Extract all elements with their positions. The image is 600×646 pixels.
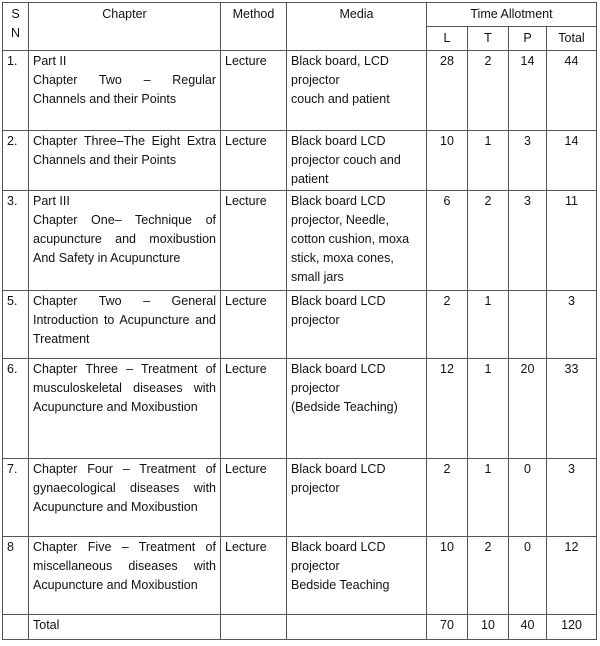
cell-chapter	[29, 459, 221, 537]
chapter-line: Part III	[33, 194, 70, 208]
cell-p: 20	[509, 359, 547, 459]
total-l: 70	[427, 615, 468, 640]
cell-media	[287, 459, 427, 537]
header-l: L	[427, 27, 468, 51]
chapter-line: Chapter Two – General Introduction to Acupuncture and Treatment	[33, 294, 216, 346]
cell-t: 2	[468, 51, 509, 131]
header-sn: S N	[3, 3, 29, 51]
cell-method: Lecture	[221, 291, 287, 359]
cell-p: 3	[509, 131, 547, 191]
cell-chapter	[29, 191, 221, 291]
cell-t: 1	[468, 291, 509, 359]
cell-media	[287, 537, 427, 615]
cell-method: Lecture	[221, 537, 287, 615]
cell-total: 14	[547, 131, 597, 191]
cell-total: 3	[547, 291, 597, 359]
cell-total: 11	[547, 191, 597, 291]
cell-l: 12	[427, 359, 468, 459]
cell-total: 33	[547, 359, 597, 459]
table-row	[3, 131, 597, 191]
table-row	[3, 51, 597, 131]
cell-total: 3	[547, 459, 597, 537]
header-chapter: Chapter	[29, 3, 221, 51]
cell-total: 44	[547, 51, 597, 131]
cell-sn: 1.	[3, 51, 29, 131]
table-row	[3, 359, 597, 459]
cell-method: Lecture	[221, 191, 287, 291]
chapter-line: Chapter Five – Treatment of miscellaneous diseases with Acupuncture and Moxibustion	[33, 540, 216, 592]
media-line: Black board LCD projector	[291, 540, 386, 573]
header-media: Media	[287, 3, 427, 51]
cell-sn: 7.	[3, 459, 29, 537]
cell-p: 0	[509, 459, 547, 537]
time-allotment-table	[2, 2, 597, 640]
cell-media-empty	[287, 615, 427, 640]
cell-chapter	[29, 291, 221, 359]
cell-method: Lecture	[221, 131, 287, 191]
media-line: Black board LCD projector, Needle, cotton cushion, moxa stick, moxa cones, small jars	[291, 194, 410, 284]
header-time-allotment: Time Allotment	[427, 3, 597, 27]
cell-p	[509, 291, 547, 359]
total-row	[3, 615, 597, 640]
cell-media	[287, 131, 427, 191]
cell-method-empty	[221, 615, 287, 640]
cell-sn: 5.	[3, 291, 29, 359]
cell-media	[287, 191, 427, 291]
media-line: Bedside Teaching	[291, 578, 390, 592]
chapter-line: Part II	[33, 54, 67, 68]
cell-t: 2	[468, 537, 509, 615]
cell-method: Lecture	[221, 51, 287, 131]
chapter-line: Chapter Four – Treatment of gynaecological diseases with Acupuncture and Moxibustion	[33, 462, 216, 514]
cell-media	[287, 359, 427, 459]
media-line: Black board, LCD projector	[291, 54, 389, 87]
total-t: 10	[468, 615, 509, 640]
cell-p: 3	[509, 191, 547, 291]
cell-chapter	[29, 359, 221, 459]
total-total: 120	[547, 615, 597, 640]
media-line: Black board LCD projector	[291, 294, 386, 327]
cell-chapter	[29, 537, 221, 615]
chapter-line: Chapter Three–The Eight Extra Channels and their Points	[33, 134, 216, 167]
cell-chapter	[29, 51, 221, 131]
cell-t: 1	[468, 131, 509, 191]
header-p: P	[509, 27, 547, 51]
cell-method: Lecture	[221, 459, 287, 537]
table-body	[3, 51, 597, 640]
cell-chapter	[29, 131, 221, 191]
media-line: (Bedside Teaching)	[291, 400, 398, 414]
cell-sn: 6.	[3, 359, 29, 459]
cell-method: Lecture	[221, 359, 287, 459]
cell-sn: 8	[3, 537, 29, 615]
cell-total: 12	[547, 537, 597, 615]
cell-l: 10	[427, 537, 468, 615]
cell-l: 2	[427, 459, 468, 537]
header-method: Method	[221, 3, 287, 51]
table-row	[3, 291, 597, 359]
cell-l: 28	[427, 51, 468, 131]
cell-t: 1	[468, 459, 509, 537]
media-line: Black board LCD projector	[291, 462, 386, 495]
cell-l: 10	[427, 131, 468, 191]
cell-media	[287, 291, 427, 359]
media-line: Black board LCD projector couch and patient	[291, 134, 401, 186]
chapter-line: Chapter Three – Treatment of musculoskeletal diseases with Acupuncture and Moxibustion	[33, 362, 216, 414]
cell-l: 2	[427, 291, 468, 359]
cell-media	[287, 51, 427, 131]
media-line: couch and patient	[291, 92, 390, 106]
cell-sn: 2.	[3, 131, 29, 191]
cell-sn-empty	[3, 615, 29, 640]
table-row	[3, 537, 597, 615]
header-row	[3, 3, 597, 27]
chapter-line: Chapter One– Technique of acupuncture and moxibustion And Safety in Acupuncture	[33, 213, 216, 265]
header-t: T	[468, 27, 509, 51]
cell-l: 6	[427, 191, 468, 291]
chapter-line: Chapter Two – Regular Channels and their Points	[33, 73, 216, 106]
cell-t: 1	[468, 359, 509, 459]
cell-t: 2	[468, 191, 509, 291]
cell-sn: 3.	[3, 191, 29, 291]
table-row	[3, 459, 597, 537]
total-p: 40	[509, 615, 547, 640]
cell-p: 0	[509, 537, 547, 615]
media-line: Black board LCD projector	[291, 362, 386, 395]
header-total: Total	[547, 27, 597, 51]
total-label: Total	[29, 615, 221, 640]
table-row	[3, 191, 597, 291]
cell-p: 14	[509, 51, 547, 131]
